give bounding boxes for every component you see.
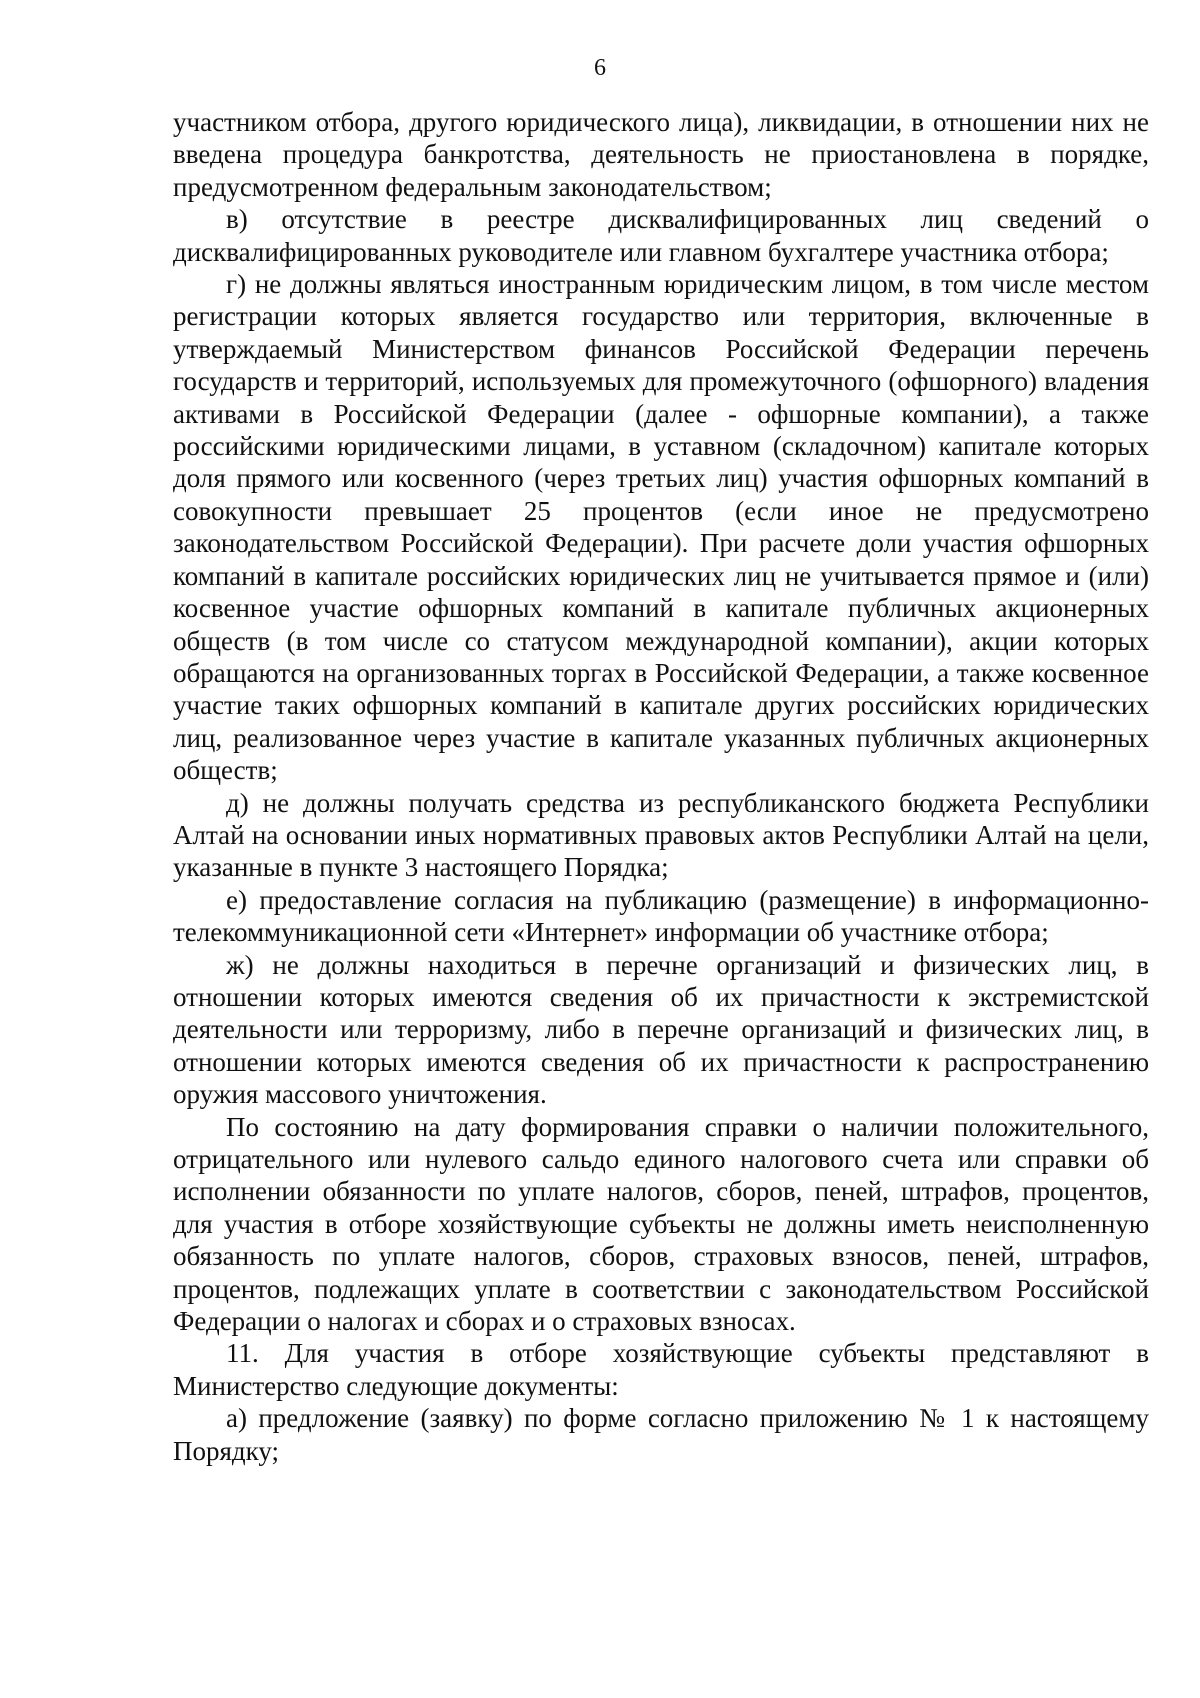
document-body: [173, 106, 1149, 1467]
paragraph-item-zh: ж) не должны находиться в перечне организаций и физических лиц, в отношении которых имеются сведения об их причастности к экстремистской деятельности или терроризму, либо в перечне организаций и физических лиц, в отношении которых имеются сведения об их причастности к распространению оружия массового уничтожения.: [173, 949, 1149, 1110]
paragraph-item-v: в) отсутствие в реестре дисквалифицированных лиц сведений о дисквалифицированных руководителе или главном бухгалтере участника отбора;: [173, 204, 1149, 267]
paragraph-clause-11: 11. Для участия в отборе хозяйствующие субъекты представляют в Министерство следующие документы:: [173, 1338, 1149, 1401]
paragraph-item-a: а) предложение (заявку) по форме согласно приложению № 1 к настоящему Порядку;: [173, 1403, 1149, 1466]
page-number: 6: [594, 55, 606, 81]
paragraph-continuation: участником отбора, другого юридического лица), ликвидации, в отношении них не введена процедура банкротства, деятельность не приостановлена в порядке, предусмотренном федеральным законодательством;: [173, 107, 1149, 202]
paragraph-tax-status: По состоянию на дату формирования справки о наличии положительного, отрицательного или нулевого сальдо единого налогового счета или справки об исполнении обязанности по уплате налогов, сборов, пеней, штрафов, процентов, для участия в отборе хозяйствующие субъекты не должны иметь неисполненную обязанность по уплате налогов, сборов, страховых взносов, пеней, штрафов, процентов, подлежащих уплате в соответствии с законодательством Российской Федерации о налогах и сборах и о страховых взносах.: [173, 1111, 1149, 1337]
paragraph-item-e: е) предоставление согласия на публикацию (размещение) в информационно-телекоммуникационной сети «Интернет» информации об участнике отбора;: [173, 884, 1149, 948]
paragraph-item-d: д) не должны получать средства из республиканского бюджета Республики Алтай на основании иных нормативных правовых актов Республики Алтай на цели, указанные в пункте 3 настоящего Порядка;: [173, 787, 1149, 883]
paragraph-item-g: г) не должны являться иностранным юридическим лицом, в том числе местом регистрации которых является государство или территория, включенные в утверждаемый Министерством финансов Российской Федерации перечень государств и территорий, используемых для промежуточного (офшорного) владения активами в Российской Федерации (далее - офшорные компании), а также российскими юридическими лицами, в уставном (складочном) капитале которых доля прямого или косвенного (через третьих лиц) участия офшорных компаний в совокупности превышает 25 процентов (если иное не предусмотрено законодательством Российской Федерации). При расчете доли участия офшорных компаний в капитале российских юридических лиц не учитывается прямое и (или) косвенное участие офшорных компаний в капитале публичных акционерных обществ (в том числе со статусом международной компании), акции которых обращаются на организованных торгах в Российской Федерации, а также косвенное участие таких офшорных компаний в капитале других российских юридических лиц, реализованное через участие в капитале указанных публичных акционерных обществ;: [173, 269, 1149, 786]
